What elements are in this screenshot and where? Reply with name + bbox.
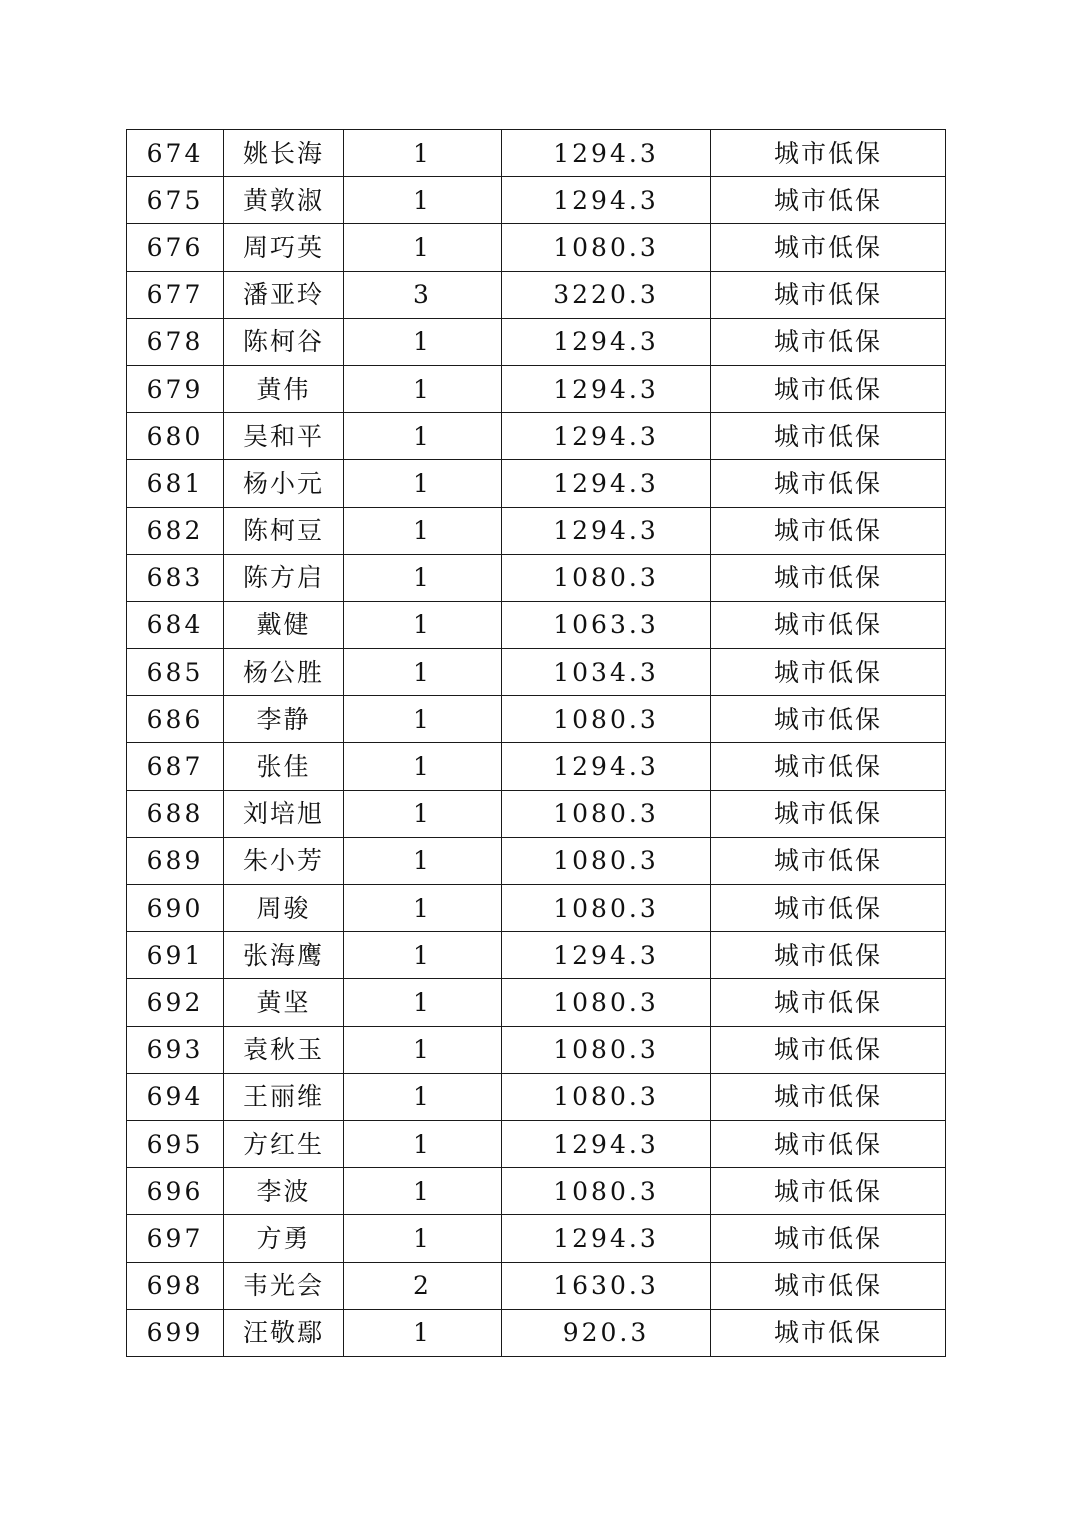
table-row (127, 224, 946, 271)
assistance-type-cell: 城市低保 (711, 1026, 946, 1073)
table-row (127, 837, 946, 884)
amount-cell: 1080.3 (502, 554, 711, 601)
row-number-cell: 675 (127, 177, 224, 224)
amount-cell: 1294.3 (502, 365, 711, 412)
household-size-cell: 1 (344, 413, 502, 460)
amount-cell: 920.3 (502, 1309, 711, 1356)
row-number-cell: 695 (127, 1120, 224, 1167)
assistance-type-cell: 城市低保 (711, 365, 946, 412)
table-row (127, 1309, 946, 1356)
assistance-type-cell: 城市低保 (711, 224, 946, 271)
table-row (127, 318, 946, 365)
amount-cell: 1630.3 (502, 1262, 711, 1309)
row-number-cell: 678 (127, 318, 224, 365)
table-row (127, 885, 946, 932)
table-row (127, 1073, 946, 1120)
assistance-type-cell: 城市低保 (711, 1073, 946, 1120)
name-cell: 王丽维 (224, 1073, 344, 1120)
amount-cell: 1034.3 (502, 649, 711, 696)
table-row (127, 554, 946, 601)
household-size-cell: 3 (344, 271, 502, 318)
name-cell: 张佳 (224, 743, 344, 790)
table-row (127, 460, 946, 507)
name-cell: 袁秋玉 (224, 1026, 344, 1073)
table-row (127, 743, 946, 790)
assistance-type-cell: 城市低保 (711, 318, 946, 365)
household-size-cell: 1 (344, 790, 502, 837)
name-cell: 吴和平 (224, 413, 344, 460)
amount-cell: 1294.3 (502, 130, 711, 177)
name-cell: 周巧英 (224, 224, 344, 271)
row-number-cell: 684 (127, 601, 224, 648)
table-row (127, 932, 946, 979)
table-row (127, 1215, 946, 1262)
row-number-cell: 691 (127, 932, 224, 979)
table-row (127, 413, 946, 460)
name-cell: 韦光会 (224, 1262, 344, 1309)
table-row (127, 130, 946, 177)
name-cell: 戴健 (224, 601, 344, 648)
household-size-cell: 1 (344, 1073, 502, 1120)
table-row (127, 1168, 946, 1215)
assistance-type-cell: 城市低保 (711, 1309, 946, 1356)
table-row (127, 979, 946, 1026)
table-row (127, 365, 946, 412)
household-size-cell: 1 (344, 1120, 502, 1167)
table-row (127, 177, 946, 224)
row-number-cell: 696 (127, 1168, 224, 1215)
assistance-type-cell: 城市低保 (711, 460, 946, 507)
name-cell: 陈柯豆 (224, 507, 344, 554)
amount-cell: 1294.3 (502, 1120, 711, 1167)
table-row (127, 696, 946, 743)
row-number-cell: 680 (127, 413, 224, 460)
row-number-cell: 683 (127, 554, 224, 601)
assistance-type-cell: 城市低保 (711, 979, 946, 1026)
name-cell: 朱小芳 (224, 837, 344, 884)
row-number-cell: 687 (127, 743, 224, 790)
name-cell: 张海鹰 (224, 932, 344, 979)
household-size-cell: 1 (344, 979, 502, 1026)
household-size-cell: 1 (344, 130, 502, 177)
assistance-type-cell: 城市低保 (711, 743, 946, 790)
amount-cell: 3220.3 (502, 271, 711, 318)
assistance-type-cell: 城市低保 (711, 177, 946, 224)
table-row (127, 507, 946, 554)
household-size-cell: 1 (344, 696, 502, 743)
name-cell: 杨小元 (224, 460, 344, 507)
assistance-type-cell: 城市低保 (711, 932, 946, 979)
household-size-cell: 1 (344, 837, 502, 884)
amount-cell: 1080.3 (502, 885, 711, 932)
household-size-cell: 1 (344, 554, 502, 601)
assistance-type-cell: 城市低保 (711, 1262, 946, 1309)
row-number-cell: 682 (127, 507, 224, 554)
name-cell: 李静 (224, 696, 344, 743)
amount-cell: 1294.3 (502, 932, 711, 979)
row-number-cell: 677 (127, 271, 224, 318)
name-cell: 周骏 (224, 885, 344, 932)
row-number-cell: 689 (127, 837, 224, 884)
amount-cell: 1080.3 (502, 224, 711, 271)
amount-cell: 1080.3 (502, 1168, 711, 1215)
row-number-cell: 679 (127, 365, 224, 412)
assistance-type-cell: 城市低保 (711, 837, 946, 884)
amount-cell: 1294.3 (502, 460, 711, 507)
name-cell: 黄敦淑 (224, 177, 344, 224)
household-size-cell: 1 (344, 1026, 502, 1073)
row-number-cell: 693 (127, 1026, 224, 1073)
table-row (127, 1026, 946, 1073)
row-number-cell: 699 (127, 1309, 224, 1356)
household-size-cell: 1 (344, 601, 502, 648)
assistance-type-cell: 城市低保 (711, 507, 946, 554)
row-number-cell: 688 (127, 790, 224, 837)
row-number-cell: 674 (127, 130, 224, 177)
row-number-cell: 698 (127, 1262, 224, 1309)
table-row (127, 790, 946, 837)
household-size-cell: 1 (344, 1215, 502, 1262)
assistance-type-cell: 城市低保 (711, 649, 946, 696)
row-number-cell: 685 (127, 649, 224, 696)
assistance-type-cell: 城市低保 (711, 271, 946, 318)
name-cell: 李波 (224, 1168, 344, 1215)
name-cell: 汪敬鄢 (224, 1309, 344, 1356)
amount-cell: 1294.3 (502, 177, 711, 224)
row-number-cell: 676 (127, 224, 224, 271)
name-cell: 杨公胜 (224, 649, 344, 696)
assistance-type-cell: 城市低保 (711, 885, 946, 932)
table-row (127, 271, 946, 318)
amount-cell: 1080.3 (502, 837, 711, 884)
name-cell: 方勇 (224, 1215, 344, 1262)
table-row (127, 1120, 946, 1167)
amount-cell: 1294.3 (502, 318, 711, 365)
amount-cell: 1080.3 (502, 1026, 711, 1073)
household-size-cell: 2 (344, 1262, 502, 1309)
household-size-cell: 1 (344, 224, 502, 271)
name-cell: 陈方启 (224, 554, 344, 601)
assistance-type-cell: 城市低保 (711, 1168, 946, 1215)
assistance-type-cell: 城市低保 (711, 1120, 946, 1167)
assistance-type-cell: 城市低保 (711, 130, 946, 177)
table-row (127, 1262, 946, 1309)
assistance-type-cell: 城市低保 (711, 696, 946, 743)
amount-cell: 1080.3 (502, 1073, 711, 1120)
row-number-cell: 697 (127, 1215, 224, 1262)
household-size-cell: 1 (344, 1168, 502, 1215)
household-size-cell: 1 (344, 507, 502, 554)
amount-cell: 1080.3 (502, 790, 711, 837)
household-size-cell: 1 (344, 885, 502, 932)
table-row (127, 649, 946, 696)
assistance-type-cell: 城市低保 (711, 413, 946, 460)
name-cell: 潘亚玲 (224, 271, 344, 318)
name-cell: 姚长海 (224, 130, 344, 177)
amount-cell: 1080.3 (502, 696, 711, 743)
amount-cell: 1080.3 (502, 979, 711, 1026)
amount-cell: 1294.3 (502, 1215, 711, 1262)
row-number-cell: 681 (127, 460, 224, 507)
assistance-type-cell: 城市低保 (711, 1215, 946, 1262)
household-size-cell: 1 (344, 365, 502, 412)
row-number-cell: 692 (127, 979, 224, 1026)
row-number-cell: 690 (127, 885, 224, 932)
household-size-cell: 1 (344, 743, 502, 790)
amount-cell: 1294.3 (502, 507, 711, 554)
name-cell: 黄坚 (224, 979, 344, 1026)
row-number-cell: 694 (127, 1073, 224, 1120)
name-cell: 黄伟 (224, 365, 344, 412)
table-body (127, 130, 946, 1357)
household-size-cell: 1 (344, 1309, 502, 1356)
household-size-cell: 1 (344, 177, 502, 224)
household-size-cell: 1 (344, 932, 502, 979)
household-size-cell: 1 (344, 460, 502, 507)
amount-cell: 1063.3 (502, 601, 711, 648)
row-number-cell: 686 (127, 696, 224, 743)
assistance-type-cell: 城市低保 (711, 601, 946, 648)
name-cell: 刘培旭 (224, 790, 344, 837)
name-cell: 方红生 (224, 1120, 344, 1167)
household-size-cell: 1 (344, 649, 502, 696)
amount-cell: 1294.3 (502, 413, 711, 460)
assistance-type-cell: 城市低保 (711, 554, 946, 601)
beneficiary-table (126, 129, 946, 1357)
assistance-type-cell: 城市低保 (711, 790, 946, 837)
table-row (127, 601, 946, 648)
household-size-cell: 1 (344, 318, 502, 365)
name-cell: 陈柯谷 (224, 318, 344, 365)
amount-cell: 1294.3 (502, 743, 711, 790)
